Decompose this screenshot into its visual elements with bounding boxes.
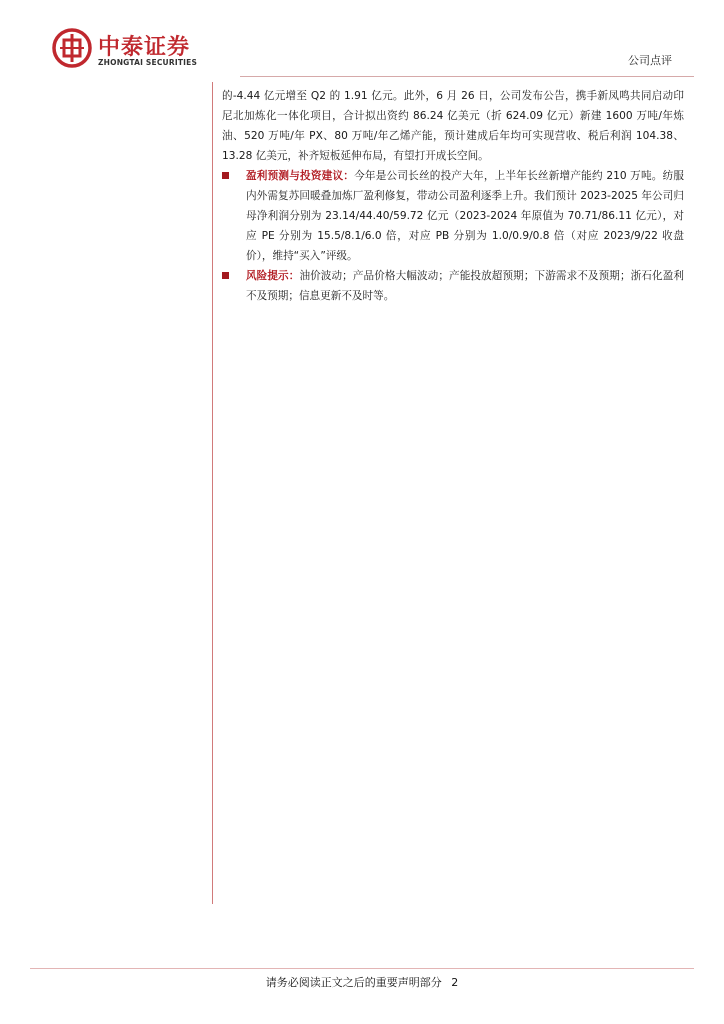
bullet-square-icon — [222, 272, 229, 279]
company-logo — [52, 28, 222, 72]
intro-paragraph: 的-4.44 亿元增至 Q2 的 1.91 亿元。此外，6 月 26 日，公司发布公告，携手新凤鸣共同启动印尼北加炼化一体化项目，合计拟出资约 86.24 亿美元（折 624.09 亿元）新建 1600 万吨/年炼油、520 万吨/年 PX、80 万吨/年乙烯产能，预计建成后年均可实现营收、税后利润 104.38、13.28 亿美元，补齐短板延伸布局，有望打开成长空间。 — [222, 90, 684, 162]
zhongtai-logo-icon — [52, 28, 92, 68]
logo-chinese-name: 中泰证券 — [98, 35, 191, 60]
left-margin-rule — [212, 82, 213, 904]
bullet-earnings-forecast — [222, 166, 684, 266]
footer-disclaimer-text: 请务必阅读正文之后的重要声明部分 — [265, 976, 442, 989]
logo-english-name: ZHONGTAI SECURITIES — [98, 58, 198, 67]
header-divider — [240, 76, 694, 77]
bullet-lead-risk: 风险提示： — [246, 270, 300, 282]
bullet-text-earnings: 今年是公司长丝的投产大年，上半年长丝新增产能约 210 万吨。纺服内外需复苏回暖叠加炼厂盈利修复，带动公司盈利逐季上升。我们预计 2023-2025 年公司归母净利润分别为 23.14/44.40/59.72 亿元（2023-2024 年原值为 70.71/86.11 亿元），对应 PE 分别为 15.5/8.1/6.0 倍，对应 PB 分别为 1.0/0.9/0.8 倍（对应 2023/9/22 收盘价），维持“买入”评级。 — [246, 170, 685, 262]
footer-divider — [30, 968, 694, 969]
main-content — [222, 86, 684, 306]
bullet-text-risk: 油价波动；产品价格大幅波动；产能投放超预期；下游需求不及预期；浙石化盈利不及预期；信息更新不及时等。 — [246, 270, 685, 302]
bullet-lead-earnings: 盈利预测与投资建议： — [246, 170, 355, 182]
page-header — [0, 0, 724, 80]
footer-disclaimer — [0, 974, 724, 990]
report-type-label: 公司点评 — [628, 54, 672, 67]
bullet-square-icon — [222, 172, 229, 179]
bullet-risk-warning — [222, 266, 684, 306]
page-number: 2 — [451, 976, 459, 989]
